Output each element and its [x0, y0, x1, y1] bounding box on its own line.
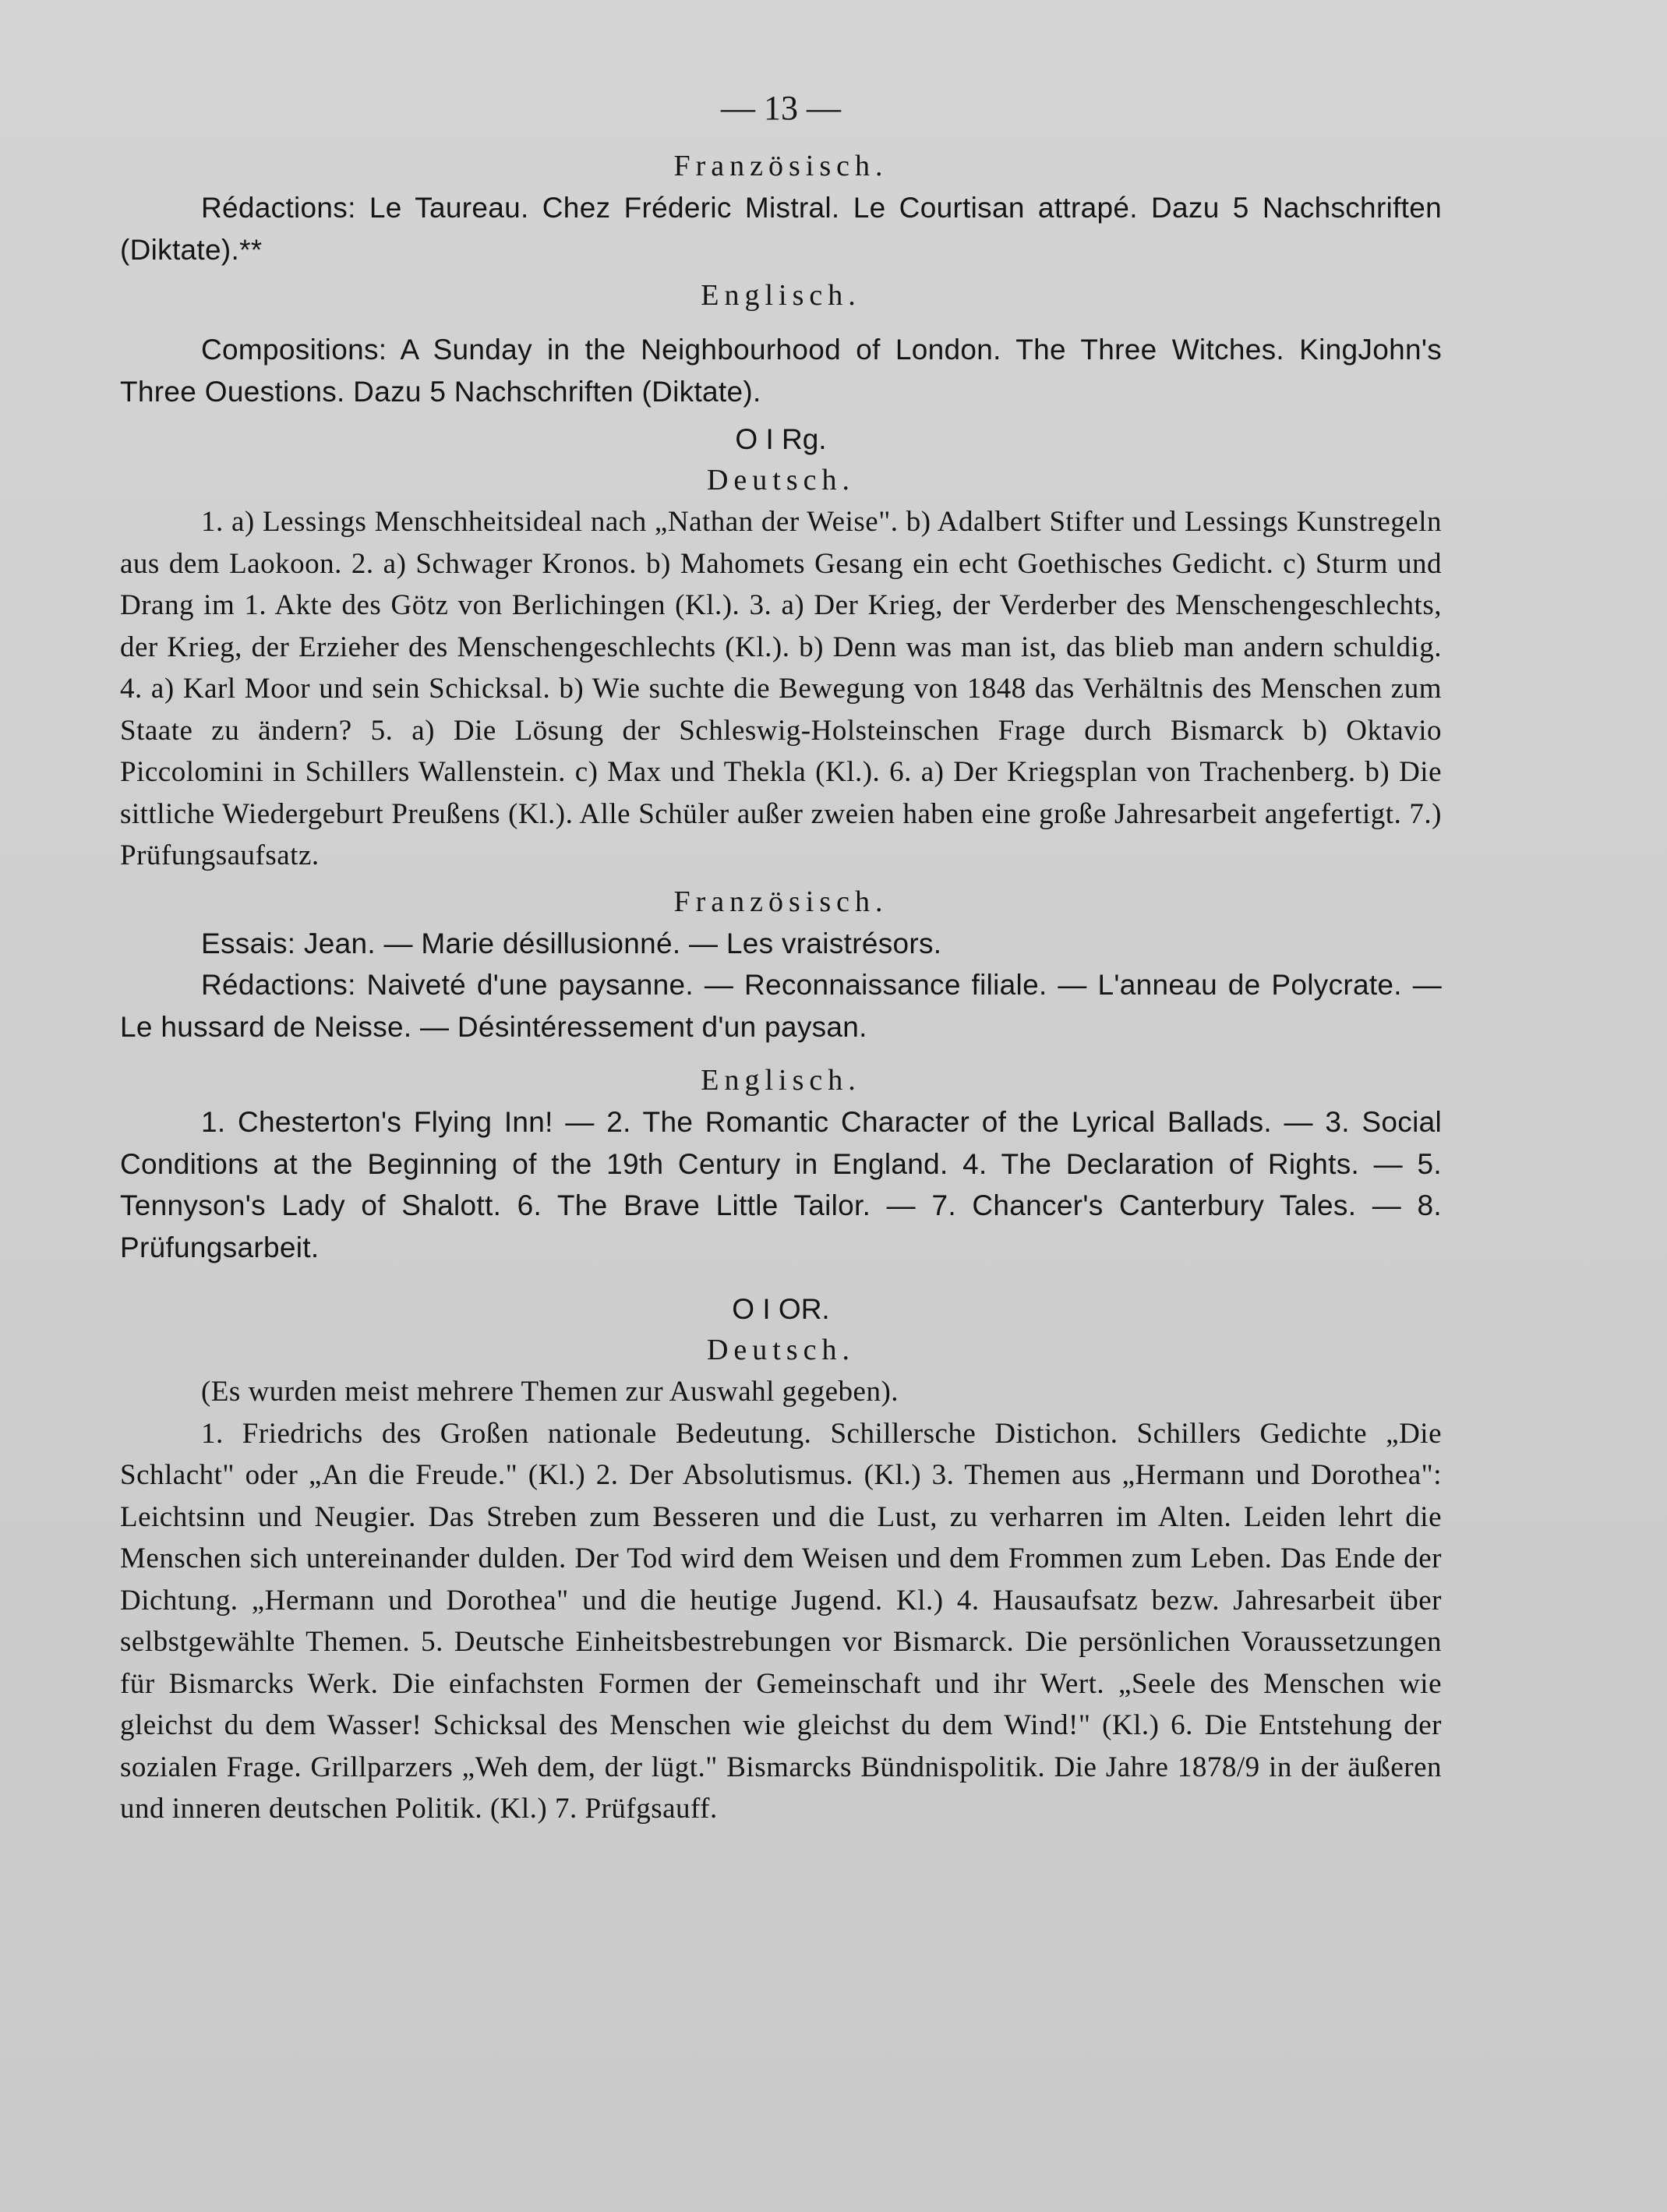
paragraph-franz-redactions-2: Rédactions: Naiveté d'une paysanne. — Reconnaissance filiale. — L'anneau de Polycrate. — Le hussard de Neisse. — Désintéressement d'un paysan. — [120, 969, 1442, 1043]
class-heading-org: O I Rg. — [735, 423, 827, 455]
paragraph-deutsch-org: 1. a) Lessings Menschheitsideal nach „Nathan der Weise". b) Adalbert Stifter und Lessings Kunstregeln aus dem Laokoon. 2. a) Schwager Kronos. b) Mahomets Gesang ein echt Goethisches Gedicht. c) Sturm und Drang im 1. Akte des Götz von Berlichingen (Kl.). 3. a) Der Krieg, der Verderber des Menschengeschlechts, der Krieg, der Erzieher des Menschengeschlechts (Kl.). b) Denn was man ist, das blieb man andern schuldig. 4. a) Karl Moor und sein Schicksal. b) Wie suchte die Bewegung von 1848 das Verhältnis des Menschen zum Staate zu ändern? 5. a) Die Lösung der Schleswig-Holsteinschen Frage durch Bismarck b) Oktavio Piccolomini in Schillers Wallenstein. c) Max und Thekla (Kl.). 6. a) Der Kriegsplan von Trachenberg. b) Die sittliche Wiedergeburt Preußens (Kl.). Alle Schüler außer zweien haben eine große Jahresarbeit angefertigt. 7.) Prüfungsaufsatz. — [120, 506, 1442, 871]
page-number: — 13 — — [721, 89, 841, 127]
heading-englisch-1: Englisch. — [701, 279, 861, 312]
page-content — [120, 82, 1442, 1830]
class-heading-oir: O I OR. — [732, 1293, 830, 1325]
heading-englisch-org: Englisch. — [701, 1064, 861, 1097]
paragraph-franz-essais: Essais: Jean. — Marie désillusionné. — Les vraistrésors. — [201, 927, 942, 959]
heading-franzoesisch-org: Französisch. — [673, 885, 888, 918]
heading-deutsch-oir: Deutsch. — [706, 1334, 856, 1366]
paragraph-deutsch-oir: 1. Friedrichs des Großen nationale Bedeutung. Schillersche Distichon. Schillers Gedichte „Die Schlacht" oder „An die Freude." (Kl.) 2. Der Absolutismus. (Kl.) 3. Themen aus „Hermann und Dorothea": Leichtsinn und Neugier. Das Streben zum Besseren und die Lust, zu verharren im Alten. Leiden lehrt die Menschen sich untereinander dulden. Der Tod wird dem Weisen und dem Frommen zum Leben. Das Ende der Dichtung. „Hermann und Dorothea" und die heutige Jugend. Kl.) 4. Hausaufsatz bezw. Jahresarbeit über selbstgewählte Themen. 5. Deutsche Einheitsbestrebungen vor Bismarck. Die persönlichen Voraussetzungen für Bismarcks Werk. Die einfachsten Formen der Gemeinschaft und ihr Wert. „Seele des Menschen wie gleichst du dem Wasser! Schicksal des Menschen wie gleichst du dem Wind!" (Kl.) 6. Die Entstehung der sozialen Frage. Grillparzers „Weh dem, der lügt." Bismarcks Bündnispolitik. Die Jahre 1878/9 in der äußeren und inneren deutschen Politik. (Kl.) 7. Prüfgsauff. — [120, 1417, 1442, 1825]
paragraph-deutsch-oir-note: (Es wurden meist mehrere Themen zur Auswahl gegeben). — [201, 1376, 899, 1408]
heading-franzoesisch-1: Französisch. — [673, 150, 888, 182]
heading-deutsch-org: Deutsch. — [706, 464, 856, 496]
paragraph-engl-compositions-1: Compositions: A Sunday in the Neighbourhood of London. The Three Witches. KingJohn's Three Ouestions. Dazu 5 Nachschriften (Diktate). — [120, 334, 1442, 408]
paragraph-franz-redactions-1: Rédactions: Le Taureau. Chez Fréderic Mistral. Le Courtisan attrapé. Dazu 5 Nachschriften (Diktate).** — [120, 192, 1442, 266]
paragraph-engl-org: 1. Chesterton's Flying Inn! — 2. The Romantic Character of the Lyrical Ballads. — 3. Social Conditions at the Beginning of the 19th Century in England. 4. The Declaration of Rights. — 5. Tennyson's Lady of Shalott. 6. The Brave Little Tailor. — 7. Chancer's Canterbury Tales. — 8. Prüfungsarbeit. — [120, 1106, 1442, 1263]
